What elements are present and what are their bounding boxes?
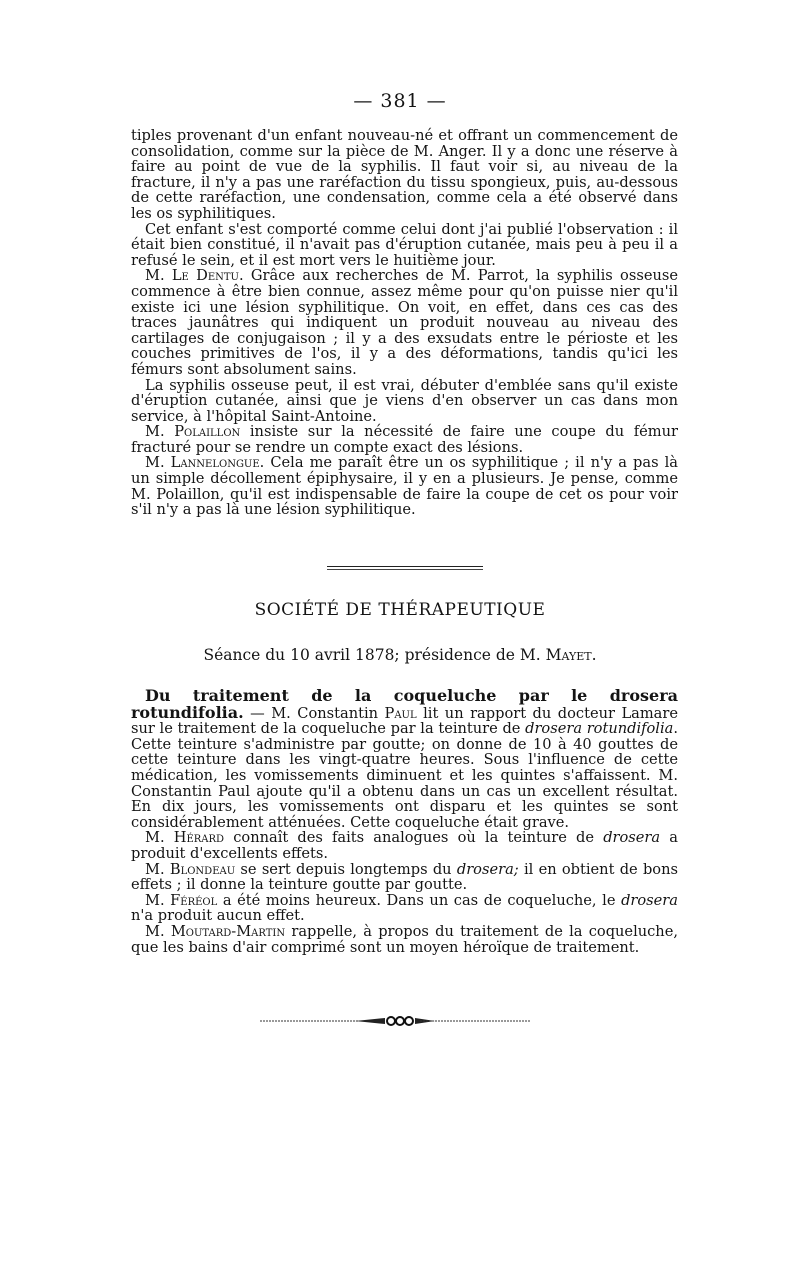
- paragraph-observation: Cet enfant s'est comporté comme celui dont j'ai publié l'observation : il était bien constitué, il n'avait pas d'éruption cutanée, mais peu à peu il a refusé le sein, et il est mort vers le huitième jour.: [131, 220, 678, 269]
- speaker-blondeau: Blondeau: [169, 860, 236, 878]
- paragraph-paul: Du traitement de la coqueluche par le drosera rotundifolia. — M. Constantin Paul lit un rapport du docteur Lamare sur le traitement de la coqueluche par la teinture de drosera rotundifolia. Cette teinture s'administre par goutte; on donne de 10 à 40 gouttes de cette teinture dans les vingt-quatre heures. Sous l'influence de cette médication, les vomissements diminuent et les quintes s'affaissent. M. Constantin Paul ajoute qu'il a obtenu dans un cas un excellent résultat. En dix jours, les vomissements ont disparu et les quintes se sont considérablement atténuées. Cette coqueluche était grave.: [131, 686, 678, 831]
- paragraph-fracture: tiples provenant d'un enfant nouveau-né et offrant un commencement de consolidation, comme sur la pièce de M. Anger. Il y a donc une réserve à faire au point de vue de la syphilis. Il faut voir si, au niveau de la fracture, il n'y a pas une raréfaction du tissu spongieux, puis, au-dessous de cette raréfaction, une condensation, comme cela a été observé dans les os syphilitiques.: [131, 127, 678, 222]
- speaker-lannelongue: Lannelongue: [170, 454, 260, 472]
- speaker-le-dentu: Le Dentu: [171, 267, 239, 285]
- end-ornament: [260, 1015, 530, 1027]
- section-divider-thin: [327, 569, 483, 570]
- paragraph-le-dentu-cont: La syphilis osseuse peut, il est vrai, débuter d'emblée sans qu'il existe d'éruption cutanée, ainsi que je viens d'en observer un cas dans mon service, à l'hôpital Saint-Antoine.: [131, 376, 678, 425]
- paragraph-blondeau: M. Blondeau se sert depuis longtemps du drosera; il en obtient de bons effets ; il donne la teinture goutte par goutte.: [131, 860, 678, 894]
- speaker-fereol: Féréol: [170, 891, 218, 909]
- society-heading: SOCIÉTÉ DE THÉRAPEUTIQUE: [254, 600, 546, 620]
- speaker-polaillon: Polaillon: [174, 423, 241, 441]
- paragraph-lannelongue: M. Lannelongue. Cela me paraît être un os syphilitique ; il n'y a pas là un simple décollement épiphysaire, il y en a plusieurs. Je pense, comme M. Polaillon, qu'il est indispensable de faire la coupe de cet os pour voir s'il n'y a pas là une lésion syphilitique.: [131, 454, 678, 519]
- paragraph-fereol: M. Féréol a été moins heureux. Dans un cas de coqueluche, le drosera n'a produit aucun effet.: [131, 891, 678, 925]
- section-divider: [327, 566, 483, 567]
- speaker-herard: Hérard: [173, 829, 225, 847]
- article-title: Du traitement de la coqueluche par le drosera rotundifolia.: [131, 686, 678, 722]
- paragraph-herard: M. Hérard connaît des faits analogues où la teinture de drosera a produit d'excellents effets.: [131, 829, 678, 862]
- article-drosera: [131, 688, 678, 955]
- speaker-paul: Paul: [384, 704, 417, 722]
- page-number: — 381 —: [353, 90, 447, 112]
- paragraph-moutard-martin: M. Moutard-Martin rappelle, à propos du traitement de la coqueluche, que les bains d'air comprimé sont un moyen héroïque de traitement.: [131, 922, 678, 956]
- paragraph-le-dentu: M. Le Dentu. Grâce aux recherches de M. Parrot, la syphilis osseuse commence à être bien connue, assez même pour qu'on puisse nier qu'il existe ici une lésion syphilitique. On voit, en effet, dans ces cas des traces jaunâtres qui indiquent un produit nouveau au niveau des cartilages de conjugaison ; il y a des exsudats entre le périoste et les couches primitives de l'os, il y a des déformations, tandis qu'ici les fémurs sont absolument sains.: [131, 267, 678, 378]
- discussion-continuation: [131, 128, 678, 518]
- speaker-moutard-martin: Moutard-Martin: [170, 922, 286, 940]
- paragraph-polaillon: M. Polaillon insiste sur la nécessité de faire une coupe du fémur fracturé pour se rendre un compte exact des lésions.: [131, 423, 678, 456]
- president-name: Mayet: [545, 646, 592, 664]
- seance-line: Séance du 10 avril 1878; présidence de M. Mayet.: [203, 646, 597, 664]
